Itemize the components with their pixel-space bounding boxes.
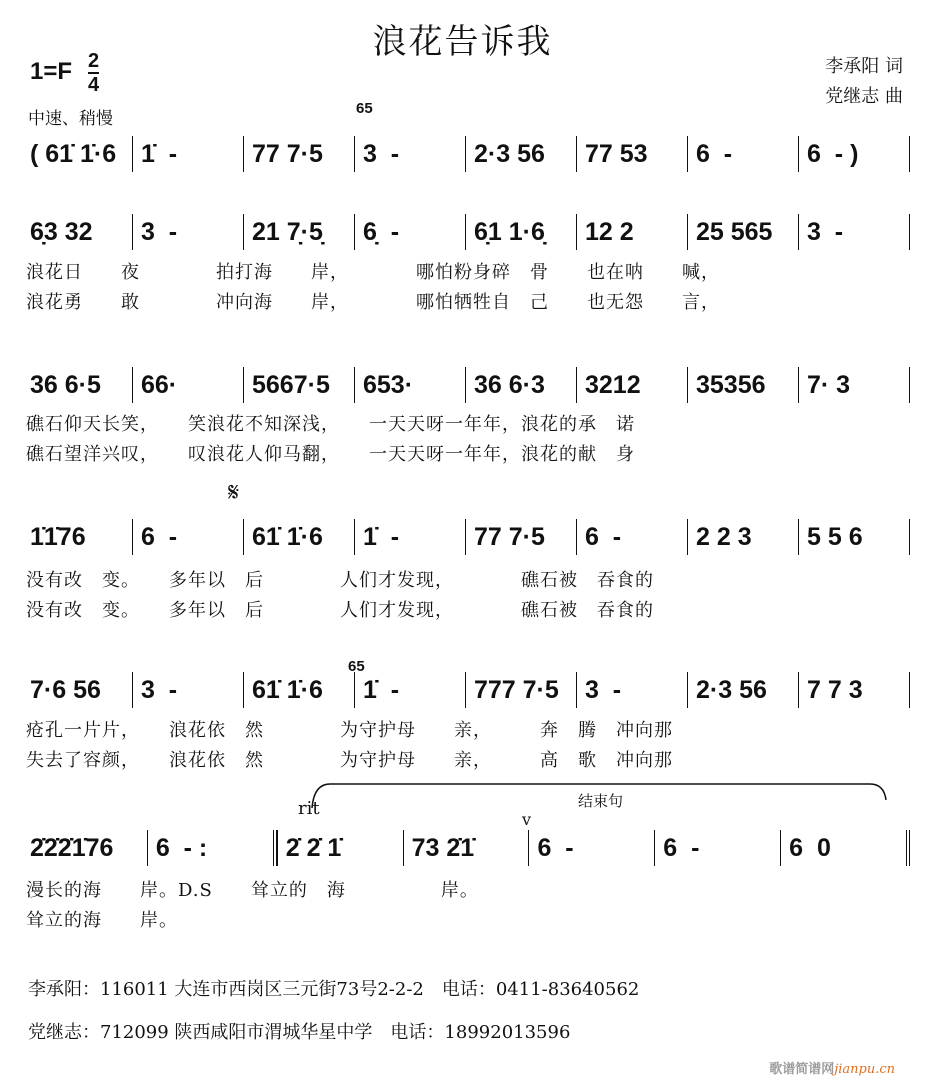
measure: 6̣1 1·6̣ <box>465 214 576 250</box>
measure: 653· <box>354 367 465 403</box>
measure: 6 - <box>576 519 687 555</box>
measure: 73 2̇1̇ <box>403 830 529 866</box>
measure: 3 - <box>798 214 910 250</box>
grace-note-2: 65 <box>348 658 365 675</box>
measure: 77 7·5 <box>243 136 354 172</box>
grace-note: 65 <box>356 100 373 117</box>
lyric-line: 礁石仰天长笑， 笑浪花不知深浅， 一天天呀一年年，浪花的承 诺 <box>26 414 635 435</box>
measure: 3212 <box>576 367 687 403</box>
measure: 36 6·5 <box>30 371 101 399</box>
staff-row <box>22 517 910 557</box>
staff-row <box>22 365 910 405</box>
key-signature: 1=F <box>30 58 73 85</box>
watermark-domain: jianpu.cn <box>834 1062 895 1077</box>
lyricist-credit: 李承阳 词 <box>825 56 903 77</box>
lyric-line: 没有改 变。 多年以 后 人们才发现， 礁石被 吞食的 <box>26 600 654 621</box>
tempo-marking: 中速、稍慢 <box>28 109 113 129</box>
measure: 77 7·5 <box>465 519 576 555</box>
time-sig-bottom: 4 <box>88 74 100 96</box>
time-signature <box>88 50 99 96</box>
measure: 6 - <box>528 830 654 866</box>
staff-row <box>22 670 910 710</box>
measure: 6 - : <box>147 830 277 866</box>
measure: 6 0 <box>780 830 910 866</box>
measure: 3 - <box>576 672 687 708</box>
measure: 6̣3 32 <box>30 218 93 246</box>
measure: 6 - ) <box>798 136 910 172</box>
lyric-line: 失去了容颜， 浪花依 然 为守护母 亲， 高 歌 冲向那 <box>26 750 673 771</box>
rit-marking: rit <box>298 798 320 819</box>
measure: 12 2 <box>576 214 687 250</box>
measure: 2̇ 2̇ 1̇ <box>277 830 403 866</box>
measure: 2 2 3 <box>687 519 798 555</box>
staff-row <box>22 134 910 174</box>
measure: 3 - <box>132 672 243 708</box>
measure: 1̇ - <box>354 672 465 708</box>
measure: 1̇ - <box>132 136 243 172</box>
measure: 3 - <box>132 214 243 250</box>
watermark <box>769 1058 895 1077</box>
measure: 2·3 56 <box>687 672 798 708</box>
measure: 6 - <box>687 136 798 172</box>
staff-row <box>22 828 910 868</box>
measure: 7 7 3 <box>798 672 910 708</box>
lyric-line: 漫长的海 岸。D.S 耸立的 海 岸。 <box>26 880 479 901</box>
lyric-line: 浪花勇 敢 冲向海 岸， 哪怕牺牲自 己 也无怨 言， <box>26 292 720 313</box>
ending-bracket <box>310 780 890 810</box>
measure: 77 53 <box>576 136 687 172</box>
measure: 2̇2̇2̇1̇76 <box>30 834 114 862</box>
ending-label: 结束句 <box>578 792 624 810</box>
measure: 6 - <box>654 830 780 866</box>
measure: 7· 3 <box>798 367 910 403</box>
lyric-line: 礁石望洋兴叹， 叹浪花人仰马翻， 一天天呀一年年，浪花的献 身 <box>26 444 635 465</box>
measure: 66· <box>132 367 243 403</box>
measure: 61̇ 1̇·6 <box>243 519 354 555</box>
measure: 1̇1̇76 <box>30 523 86 551</box>
measure: 6 - <box>132 519 243 555</box>
watermark-text: 歌谱简谱网 <box>769 1062 835 1077</box>
measure: 3 - <box>354 136 465 172</box>
measure: 777 7·5 <box>465 672 576 708</box>
measure: 7·6 56 <box>30 676 101 704</box>
segno-sign: 𝄋 <box>228 478 240 508</box>
measure: 5 5 6 <box>798 519 910 555</box>
measure: 21 7̣·5̣ <box>243 214 354 250</box>
footer-line-2: 党继志：712099 陕西咸阳市渭城华星中学 电话：18992013596 <box>28 1022 571 1043</box>
composer-credit: 党继志 曲 <box>825 86 903 107</box>
lyric-line: 耸立的海 岸。 <box>26 910 178 931</box>
measure: 5667·5 <box>243 367 354 403</box>
measure: 2·3 56 <box>465 136 576 172</box>
song-title: 浪花告诉我 <box>372 22 553 62</box>
measure: 6̣ - <box>354 214 465 250</box>
measure: 25 565 <box>687 214 798 250</box>
measure: 35356 <box>687 367 798 403</box>
lyric-line: 没有改 变。 多年以 后 人们才发现， 礁石被 吞食的 <box>26 570 654 591</box>
lyric-line: 疮孔一片片， 浪花依 然 为守护母 亲， 奔 腾 冲向那 <box>26 720 673 741</box>
breath-mark: v <box>522 810 532 829</box>
measure: 36 6·3 <box>465 367 576 403</box>
footer-line-1: 李承阳：116011 大连市西岗区三元街73号2-2-2 电话：0411-83640562 <box>28 979 640 1000</box>
lyric-line: 浪花日 夜 拍打海 岸， 哪怕粉身碎 骨 也在呐 喊， <box>26 262 720 283</box>
measure: ( 61̇ 1̇·6 <box>30 140 117 168</box>
measure: 61̇ 1̇·6 <box>243 672 354 708</box>
time-sig-top: 2 <box>88 50 100 72</box>
staff-row <box>22 212 910 252</box>
measure: 1̇ - <box>354 519 465 555</box>
